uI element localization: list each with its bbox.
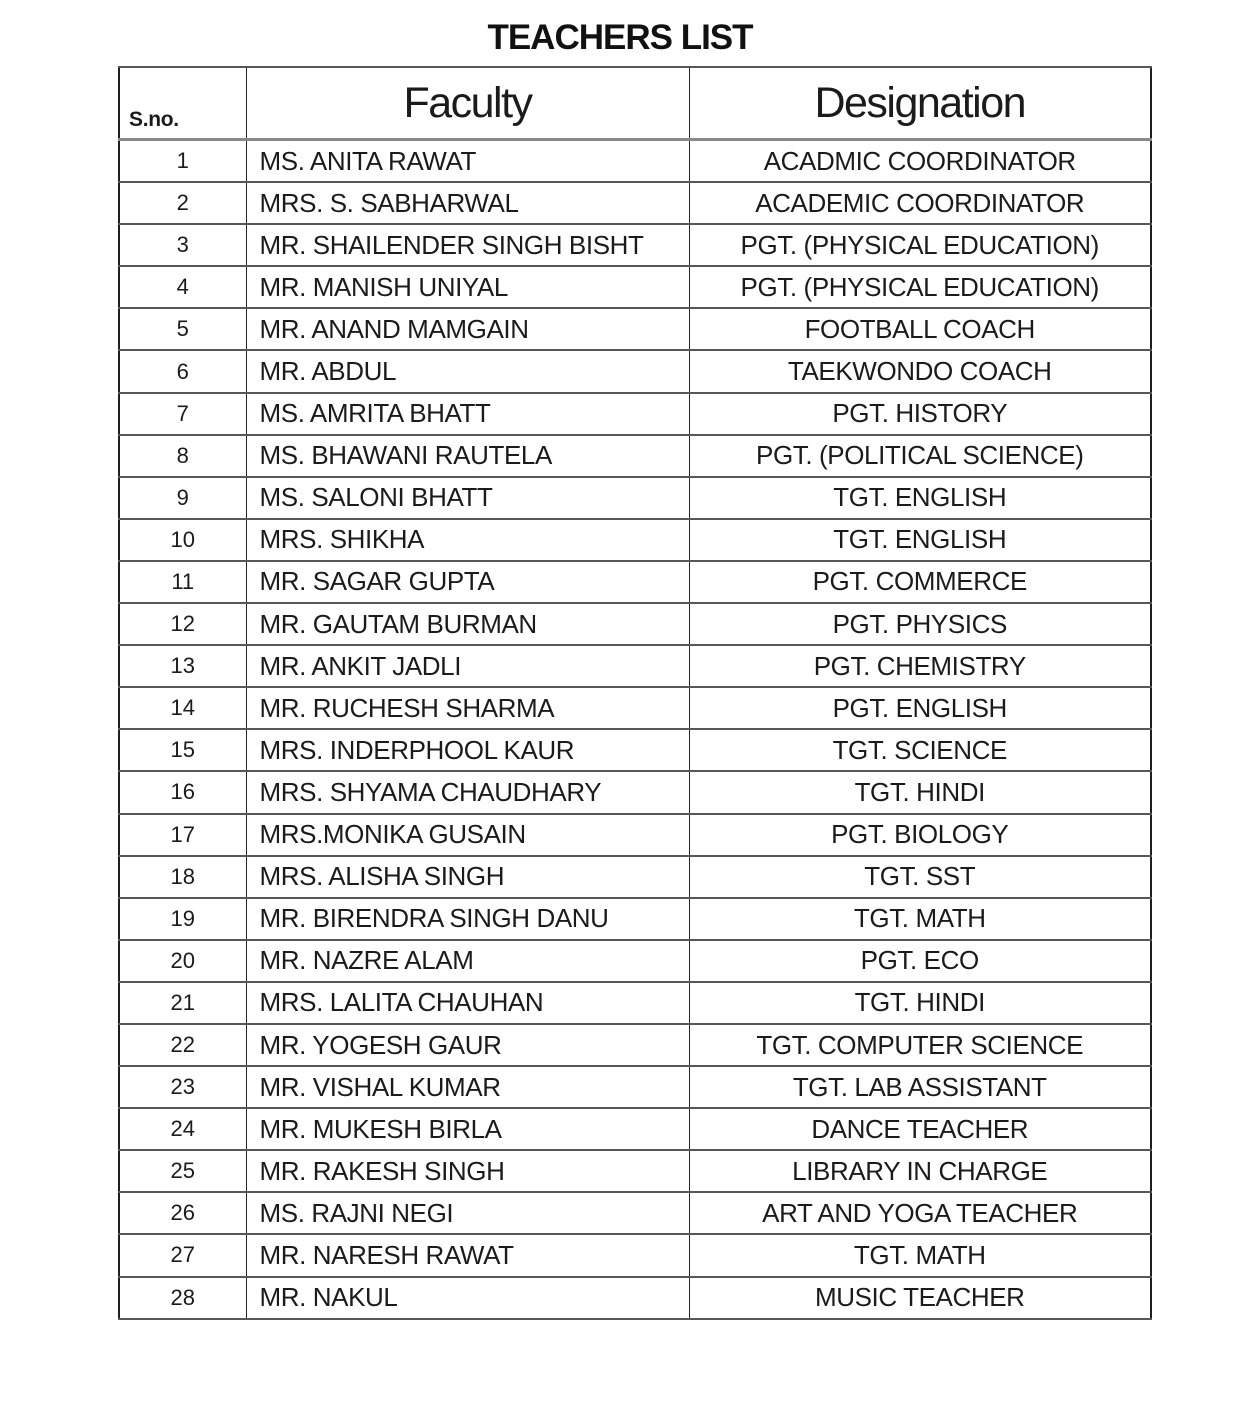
table-row <box>119 1150 1151 1192</box>
cell-faculty: MR. YOGESH GAUR <box>246 1024 689 1066</box>
cell-designation: PGT. PHYSICS <box>689 603 1151 645</box>
table-row <box>119 308 1151 350</box>
table-row <box>119 645 1151 687</box>
cell-designation: PGT. BIOLOGY <box>689 814 1151 856</box>
table-row <box>119 266 1151 308</box>
cell-designation: TGT. LAB ASSISTANT <box>689 1066 1151 1108</box>
cell-no: 2 <box>119 182 246 224</box>
cell-designation: TGT. SST <box>689 856 1151 898</box>
cell-no: 8 <box>119 435 246 477</box>
cell-no: 1 <box>119 140 246 183</box>
cell-faculty: MS. ANITA RAWAT <box>246 140 689 183</box>
cell-designation: PGT. CHEMISTRY <box>689 645 1151 687</box>
cell-faculty: MRS.MONIKA GUSAIN <box>246 814 689 856</box>
cell-designation: TGT. COMPUTER SCIENCE <box>689 1024 1151 1066</box>
table-row <box>119 435 1151 477</box>
cell-no: 19 <box>119 898 246 940</box>
cell-faculty: MR. ANAND MAMGAIN <box>246 308 689 350</box>
cell-no: 20 <box>119 940 246 982</box>
cell-no: 16 <box>119 771 246 813</box>
table-row <box>119 350 1151 392</box>
table-row <box>119 687 1151 729</box>
cell-no: 18 <box>119 856 246 898</box>
cell-no: 28 <box>119 1277 246 1319</box>
cell-designation: PGT. ENGLISH <box>689 687 1151 729</box>
table-row <box>119 856 1151 898</box>
cell-designation: TGT. HINDI <box>689 982 1151 1024</box>
cell-faculty: MRS. ALISHA SINGH <box>246 856 689 898</box>
cell-no: 17 <box>119 814 246 856</box>
table-row <box>119 561 1151 603</box>
cell-designation: TAEKWONDO COACH <box>689 350 1151 392</box>
cell-designation: PGT. (PHYSICAL EDUCATION) <box>689 224 1151 266</box>
cell-designation: PGT. ECO <box>689 940 1151 982</box>
cell-no: 10 <box>119 519 246 561</box>
cell-no: 25 <box>119 1150 246 1192</box>
cell-designation: PGT. (POLITICAL SCIENCE) <box>689 435 1151 477</box>
table-row <box>119 814 1151 856</box>
cell-designation: LIBRARY IN CHARGE <box>689 1150 1151 1192</box>
cell-designation: TGT. SCIENCE <box>689 729 1151 771</box>
cell-designation: TGT. ENGLISH <box>689 477 1151 519</box>
cell-designation: ART AND YOGA TEACHER <box>689 1192 1151 1234</box>
cell-faculty: MR. SHAILENDER SINGH BISHT <box>246 224 689 266</box>
column-header-sno: S.no. <box>119 67 246 140</box>
table-row <box>119 393 1151 435</box>
cell-designation: PGT. HISTORY <box>689 393 1151 435</box>
cell-designation: PGT. (PHYSICAL EDUCATION) <box>689 266 1151 308</box>
cell-faculty: MR. SAGAR GUPTA <box>246 561 689 603</box>
cell-no: 24 <box>119 1108 246 1150</box>
cell-no: 23 <box>119 1066 246 1108</box>
cell-faculty: MR. RAKESH SINGH <box>246 1150 689 1192</box>
teachers-table <box>118 66 1152 1320</box>
table-row <box>119 1192 1151 1234</box>
cell-no: 7 <box>119 393 246 435</box>
cell-no: 15 <box>119 729 246 771</box>
cell-faculty: MRS. LALITA CHAUHAN <box>246 982 689 1024</box>
cell-designation: TGT. MATH <box>689 898 1151 940</box>
cell-faculty: MRS. INDERPHOOL KAUR <box>246 729 689 771</box>
cell-faculty: MS. SALONI BHATT <box>246 477 689 519</box>
cell-faculty: MS. AMRITA BHATT <box>246 393 689 435</box>
cell-no: 27 <box>119 1234 246 1276</box>
cell-no: 13 <box>119 645 246 687</box>
cell-faculty: MR. GAUTAM BURMAN <box>246 603 689 645</box>
table-row <box>119 1277 1151 1319</box>
cell-faculty: MR. MUKESH BIRLA <box>246 1108 689 1150</box>
cell-faculty: MS. BHAWANI RAUTELA <box>246 435 689 477</box>
cell-faculty: MR. NARESH RAWAT <box>246 1234 689 1276</box>
cell-no: 26 <box>119 1192 246 1234</box>
table-row <box>119 1066 1151 1108</box>
cell-designation: TGT. MATH <box>689 1234 1151 1276</box>
table-body <box>119 140 1151 1319</box>
table-row <box>119 1108 1151 1150</box>
table-row <box>119 224 1151 266</box>
cell-faculty: MRS. SHYAMA CHAUDHARY <box>246 771 689 813</box>
table-row <box>119 771 1151 813</box>
table-row <box>119 1024 1151 1066</box>
cell-faculty: MRS. S. SABHARWAL <box>246 182 689 224</box>
cell-no: 14 <box>119 687 246 729</box>
cell-designation: DANCE TEACHER <box>689 1108 1151 1150</box>
cell-designation: ACADEMIC COORDINATOR <box>689 182 1151 224</box>
cell-faculty: MR. VISHAL KUMAR <box>246 1066 689 1108</box>
table-row <box>119 940 1151 982</box>
cell-designation: FOOTBALL COACH <box>689 308 1151 350</box>
cell-no: 5 <box>119 308 246 350</box>
cell-no: 22 <box>119 1024 246 1066</box>
cell-faculty: MR. BIRENDRA SINGH DANU <box>246 898 689 940</box>
table-row <box>119 603 1151 645</box>
table-row <box>119 729 1151 771</box>
cell-no: 12 <box>119 603 246 645</box>
table-row <box>119 1234 1151 1276</box>
cell-designation: TGT. HINDI <box>689 771 1151 813</box>
cell-faculty: MRS. SHIKHA <box>246 519 689 561</box>
table-row <box>119 477 1151 519</box>
table-row <box>119 898 1151 940</box>
cell-no: 6 <box>119 350 246 392</box>
cell-faculty: MS. RAJNI NEGI <box>246 1192 689 1234</box>
cell-faculty: MR. ANKIT JADLI <box>246 645 689 687</box>
column-header-faculty: Faculty <box>246 67 689 140</box>
cell-designation: MUSIC TEACHER <box>689 1277 1151 1319</box>
cell-no: 11 <box>119 561 246 603</box>
cell-no: 4 <box>119 266 246 308</box>
cell-no: 9 <box>119 477 246 519</box>
cell-faculty: MR. MANISH UNIYAL <box>246 266 689 308</box>
cell-designation: TGT. ENGLISH <box>689 519 1151 561</box>
cell-no: 3 <box>119 224 246 266</box>
table-row <box>119 182 1151 224</box>
cell-faculty: MR. ABDUL <box>246 350 689 392</box>
cell-faculty: MR. RUCHESH SHARMA <box>246 687 689 729</box>
document-title: TEACHERS LIST <box>487 18 753 57</box>
cell-no: 21 <box>119 982 246 1024</box>
column-header-designation: Designation <box>689 67 1151 140</box>
cell-faculty: MR. NAKUL <box>246 1277 689 1319</box>
table-row <box>119 140 1151 183</box>
cell-faculty: MR. NAZRE ALAM <box>246 940 689 982</box>
table-header-row <box>119 67 1151 140</box>
cell-designation: PGT. COMMERCE <box>689 561 1151 603</box>
table-row <box>119 982 1151 1024</box>
table-row <box>119 519 1151 561</box>
cell-designation: ACADMIC COORDINATOR <box>689 140 1151 183</box>
